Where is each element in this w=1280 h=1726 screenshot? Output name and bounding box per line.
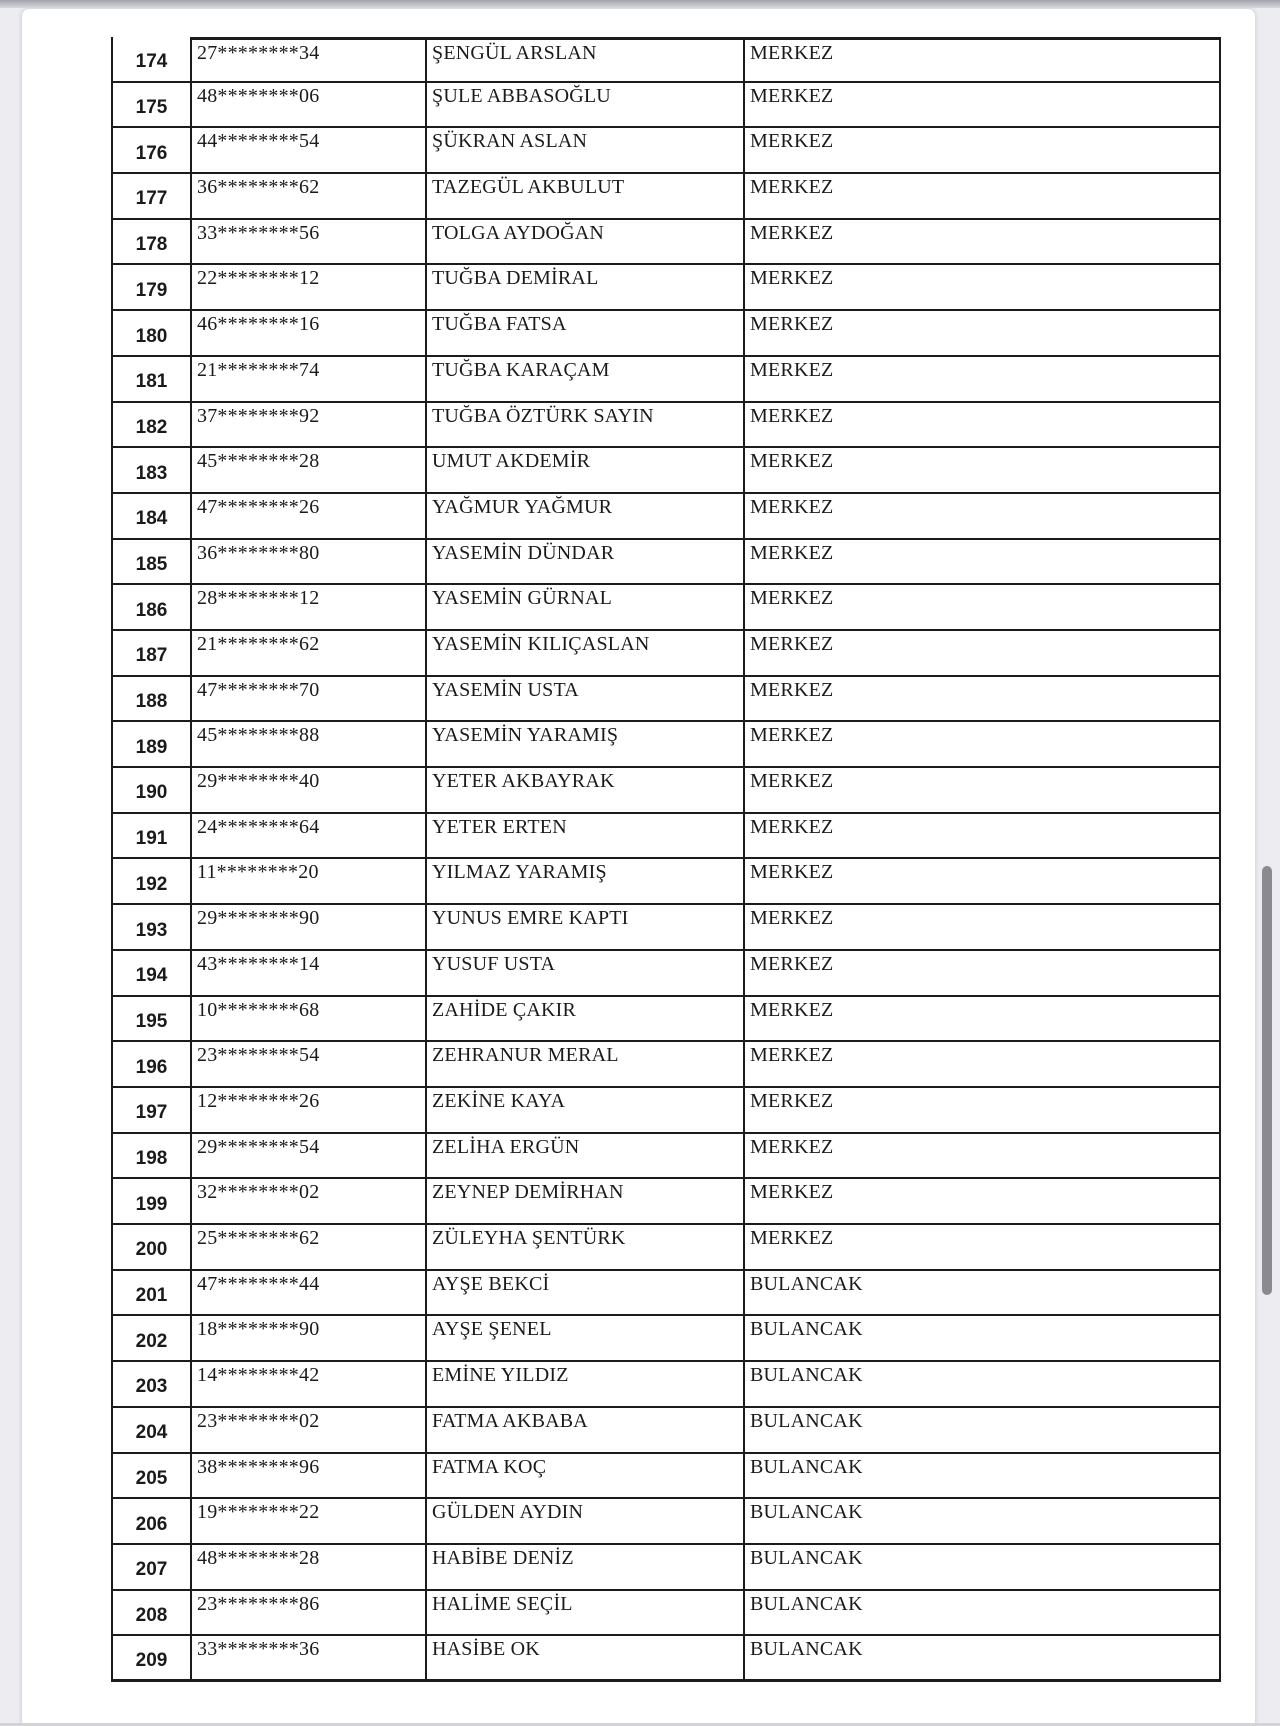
table-row: [111, 37, 1221, 83]
name-cell: FATMA KOÇ: [425, 1454, 743, 1498]
masked-id-cell: 33********36: [190, 1636, 425, 1679]
masked-id-cell: 23********02: [190, 1408, 425, 1452]
district-cell: MERKEZ: [743, 997, 1221, 1041]
masked-id-cell: 27********34: [190, 37, 425, 81]
masked-id-cell: 19********22: [190, 1499, 425, 1543]
name-cell: ZAHİDE ÇAKIR: [425, 997, 743, 1041]
row-number-cell: 209: [111, 1636, 190, 1679]
district-cell: MERKEZ: [743, 265, 1221, 309]
district-cell: MERKEZ: [743, 403, 1221, 447]
district-cell: MERKEZ: [743, 1042, 1221, 1086]
name-cell: TAZEGÜL AKBULUT: [425, 174, 743, 218]
masked-id-cell: 47********26: [190, 494, 425, 538]
row-number-cell: 190: [111, 768, 190, 812]
row-number-cell: 180: [111, 311, 190, 355]
name-cell: TOLGA AYDOĞAN: [425, 220, 743, 264]
masked-id-cell: 43********14: [190, 951, 425, 995]
name-cell: ZELİHA ERGÜN: [425, 1134, 743, 1178]
masked-id-cell: 36********80: [190, 540, 425, 584]
table-row: [111, 1408, 1221, 1454]
table-row: [111, 1636, 1221, 1682]
name-cell: ZEKİNE KAYA: [425, 1088, 743, 1132]
table-row: [111, 1271, 1221, 1317]
row-number-cell: 205: [111, 1454, 190, 1498]
masked-id-cell: 22********12: [190, 265, 425, 309]
district-cell: MERKEZ: [743, 448, 1221, 492]
masked-id-cell: 29********40: [190, 768, 425, 812]
table-row: [111, 1499, 1221, 1545]
name-cell: ŞÜKRAN ASLAN: [425, 128, 743, 172]
district-cell: MERKEZ: [743, 951, 1221, 995]
name-cell: GÜLDEN AYDIN: [425, 1499, 743, 1543]
row-number-cell: 175: [111, 83, 190, 127]
row-number-cell: 174: [111, 37, 190, 81]
table-row: [111, 814, 1221, 860]
row-number-cell: 183: [111, 448, 190, 492]
row-number-cell: 186: [111, 585, 190, 629]
name-cell: ŞENGÜL ARSLAN: [425, 37, 743, 81]
masked-id-cell: 36********62: [190, 174, 425, 218]
name-cell: YETER ERTEN: [425, 814, 743, 858]
name-cell: YUNUS EMRE KAPTI: [425, 905, 743, 949]
row-number-cell: 195: [111, 997, 190, 1041]
row-number-cell: 191: [111, 814, 190, 858]
district-cell: MERKEZ: [743, 357, 1221, 401]
name-cell: YASEMİN GÜRNAL: [425, 585, 743, 629]
name-cell: ZEHRANUR MERAL: [425, 1042, 743, 1086]
district-cell: MERKEZ: [743, 768, 1221, 812]
name-cell: FATMA AKBABA: [425, 1408, 743, 1452]
table-row: [111, 722, 1221, 768]
district-cell: BULANCAK: [743, 1362, 1221, 1406]
table-row: [111, 768, 1221, 814]
district-cell: MERKEZ: [743, 1088, 1221, 1132]
district-cell: MERKEZ: [743, 677, 1221, 721]
viewer-top-strip: [0, 0, 1280, 8]
table-row: [111, 311, 1221, 357]
district-cell: MERKEZ: [743, 174, 1221, 218]
row-number-cell: 206: [111, 1499, 190, 1543]
scrollbar-thumb[interactable]: [1262, 866, 1272, 1295]
table-row: [111, 859, 1221, 905]
masked-id-cell: 48********28: [190, 1545, 425, 1589]
row-number-cell: 184: [111, 494, 190, 538]
masked-id-cell: 23********54: [190, 1042, 425, 1086]
row-number-cell: 193: [111, 905, 190, 949]
table-row: [111, 1042, 1221, 1088]
masked-id-cell: 11********20: [190, 859, 425, 903]
row-number-cell: 198: [111, 1134, 190, 1178]
name-cell: TUĞBA KARAÇAM: [425, 357, 743, 401]
name-cell: YASEMİN YARAMIŞ: [425, 722, 743, 766]
district-cell: BULANCAK: [743, 1316, 1221, 1360]
table-row: [111, 1088, 1221, 1134]
district-cell: MERKEZ: [743, 631, 1221, 675]
masked-id-cell: 33********56: [190, 220, 425, 264]
district-cell: MERKEZ: [743, 722, 1221, 766]
district-cell: MERKEZ: [743, 1134, 1221, 1178]
name-cell: EMİNE YILDIZ: [425, 1362, 743, 1406]
name-cell: YAĞMUR YAĞMUR: [425, 494, 743, 538]
masked-id-cell: 12********26: [190, 1088, 425, 1132]
district-cell: MERKEZ: [743, 540, 1221, 584]
masked-id-cell: 45********88: [190, 722, 425, 766]
row-number-cell: 176: [111, 128, 190, 172]
masked-id-cell: 21********62: [190, 631, 425, 675]
table-row: [111, 1362, 1221, 1408]
name-cell: HALİME SEÇİL: [425, 1591, 743, 1635]
district-cell: MERKEZ: [743, 311, 1221, 355]
table-row: [111, 494, 1221, 540]
table-row: [111, 631, 1221, 677]
row-number-cell: 199: [111, 1179, 190, 1223]
row-number-cell: 187: [111, 631, 190, 675]
district-cell: MERKEZ: [743, 859, 1221, 903]
masked-id-cell: 46********16: [190, 311, 425, 355]
masked-id-cell: 21********74: [190, 357, 425, 401]
row-number-cell: 207: [111, 1545, 190, 1589]
row-number-cell: 197: [111, 1088, 190, 1132]
masked-id-cell: 10********68: [190, 997, 425, 1041]
row-number-cell: 196: [111, 1042, 190, 1086]
row-number-cell: 203: [111, 1362, 190, 1406]
row-number-cell: 201: [111, 1271, 190, 1315]
district-cell: MERKEZ: [743, 494, 1221, 538]
name-cell: YILMAZ YARAMIŞ: [425, 859, 743, 903]
table-row: [111, 1545, 1221, 1591]
masked-id-cell: 23********86: [190, 1591, 425, 1635]
row-number-cell: 188: [111, 677, 190, 721]
masked-id-cell: 32********02: [190, 1179, 425, 1223]
table-row: [111, 905, 1221, 951]
table-row: [111, 1179, 1221, 1225]
name-cell: TUĞBA FATSA: [425, 311, 743, 355]
row-number-cell: 204: [111, 1408, 190, 1452]
district-cell: MERKEZ: [743, 585, 1221, 629]
name-cell: HASİBE OK: [425, 1636, 743, 1679]
row-number-cell: 189: [111, 722, 190, 766]
name-cell: HABİBE DENİZ: [425, 1545, 743, 1589]
table-row: [111, 220, 1221, 266]
row-number-cell: 202: [111, 1316, 190, 1360]
district-cell: MERKEZ: [743, 814, 1221, 858]
district-cell: MERKEZ: [743, 1179, 1221, 1223]
name-cell: YASEMİN USTA: [425, 677, 743, 721]
name-cell: UMUT AKDEMİR: [425, 448, 743, 492]
table-row: [111, 997, 1221, 1043]
masked-id-cell: 29********90: [190, 905, 425, 949]
name-cell: TUĞBA DEMİRAL: [425, 265, 743, 309]
row-number-cell: 178: [111, 220, 190, 264]
masked-id-cell: 29********54: [190, 1134, 425, 1178]
district-cell: BULANCAK: [743, 1408, 1221, 1452]
masked-id-cell: 28********12: [190, 585, 425, 629]
district-cell: MERKEZ: [743, 37, 1221, 81]
masked-id-cell: 38********96: [190, 1454, 425, 1498]
table-row: [111, 677, 1221, 723]
district-cell: BULANCAK: [743, 1499, 1221, 1543]
name-cell: YASEMİN DÜNDAR: [425, 540, 743, 584]
row-number-cell: 182: [111, 403, 190, 447]
table-row: [111, 1591, 1221, 1637]
district-cell: MERKEZ: [743, 220, 1221, 264]
masked-id-cell: 44********54: [190, 128, 425, 172]
table-row: [111, 1134, 1221, 1180]
table-row: [111, 403, 1221, 449]
district-cell: BULANCAK: [743, 1591, 1221, 1635]
table-row: [111, 265, 1221, 311]
masked-id-cell: 24********64: [190, 814, 425, 858]
records-table: [111, 37, 1221, 1682]
row-number-cell: 181: [111, 357, 190, 401]
district-cell: BULANCAK: [743, 1271, 1221, 1315]
name-cell: YETER AKBAYRAK: [425, 768, 743, 812]
masked-id-cell: 47********70: [190, 677, 425, 721]
table-row: [111, 174, 1221, 220]
district-cell: MERKEZ: [743, 1225, 1221, 1269]
row-number-cell: 200: [111, 1225, 190, 1269]
district-cell: MERKEZ: [743, 83, 1221, 127]
table-row: [111, 1454, 1221, 1500]
table-row: [111, 585, 1221, 631]
masked-id-cell: 25********62: [190, 1225, 425, 1269]
row-number-cell: 185: [111, 540, 190, 584]
name-cell: ŞULE ABBASOĞLU: [425, 83, 743, 127]
district-cell: MERKEZ: [743, 905, 1221, 949]
table-row: [111, 540, 1221, 586]
masked-id-cell: 14********42: [190, 1362, 425, 1406]
masked-id-cell: 18********90: [190, 1316, 425, 1360]
name-cell: ZÜLEYHA ŞENTÜRK: [425, 1225, 743, 1269]
table-row: [111, 951, 1221, 997]
district-cell: BULANCAK: [743, 1454, 1221, 1498]
row-number-cell: 177: [111, 174, 190, 218]
table-row: [111, 1225, 1221, 1271]
masked-id-cell: 48********06: [190, 83, 425, 127]
masked-id-cell: 47********44: [190, 1271, 425, 1315]
row-number-cell: 179: [111, 265, 190, 309]
district-cell: BULANCAK: [743, 1636, 1221, 1679]
masked-id-cell: 45********28: [190, 448, 425, 492]
table-row: [111, 448, 1221, 494]
table-row: [111, 128, 1221, 174]
name-cell: AYŞE BEKCİ: [425, 1271, 743, 1315]
row-number-cell: 192: [111, 859, 190, 903]
table-row: [111, 357, 1221, 403]
name-cell: ZEYNEP DEMİRHAN: [425, 1179, 743, 1223]
district-cell: BULANCAK: [743, 1545, 1221, 1589]
row-number-cell: 208: [111, 1591, 190, 1635]
name-cell: TUĞBA ÖZTÜRK SAYIN: [425, 403, 743, 447]
row-number-cell: 194: [111, 951, 190, 995]
masked-id-cell: 37********92: [190, 403, 425, 447]
name-cell: AYŞE ŞENEL: [425, 1316, 743, 1360]
table-row: [111, 83, 1221, 129]
name-cell: YUSUF USTA: [425, 951, 743, 995]
district-cell: MERKEZ: [743, 128, 1221, 172]
name-cell: YASEMİN KILIÇASLAN: [425, 631, 743, 675]
table-row: [111, 1316, 1221, 1362]
